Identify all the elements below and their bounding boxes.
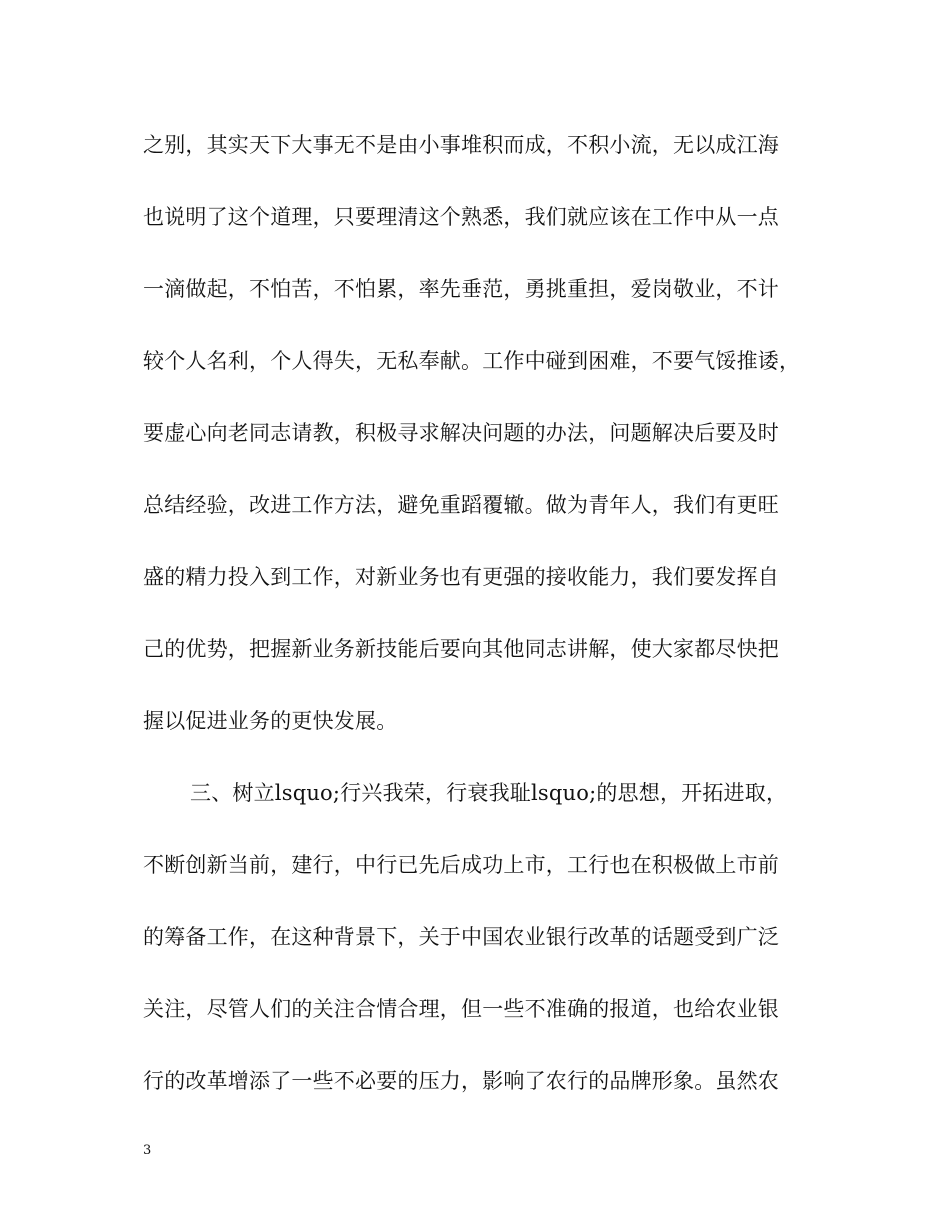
paragraph-line: 己的优势，把握新业务新技能后要向其他同志讲解，使大家都尽快把 xyxy=(143,637,779,661)
page-number: 3 xyxy=(143,1143,152,1158)
paragraph-line: 的筹备工作，在这种背景下，关于中国农业银行改革的话题受到广泛 xyxy=(143,925,779,949)
paragraph-line: 也说明了这个道理，只要理清这个熟悉，我们就应该在工作中从一点 xyxy=(143,205,779,229)
paragraph-line: 一滴做起，不怕苦，不怕累，率先垂范，勇挑重担，爱岗敬业，不计 xyxy=(143,277,779,301)
paragraph-line: 较个人名利，个人得失，无私奉献。工作中碰到困难，不要气馁推诿， xyxy=(143,349,801,373)
paragraph-line: 盛的精力投入到工作，对新业务也有更强的接收能力，我们要发挥自 xyxy=(143,565,779,589)
paragraph-line: 握以促进业务的更快发展。 xyxy=(143,709,398,733)
paragraph-line: 不断创新当前，建行，中行已先后成功上市，工行也在积极做上市前 xyxy=(143,853,779,877)
paragraph-line: 之别，其实天下大事无不是由小事堆积而成，不积小流，无以成江海 xyxy=(143,133,779,157)
section-heading-line: 三、树立lsquo;行兴我荣，行衰我耻lsquo;的思想，开拓进取， xyxy=(190,781,788,805)
paragraph-line: 关注，尽管人们的关注合情合理，但一些不准确的报道，也给农业银 xyxy=(143,997,779,1021)
paragraph-line: 要虚心向老同志请教，积极寻求解决问题的办法，问题解决后要及时 xyxy=(143,421,779,445)
paragraph-line: 行的改革增添了一些不必要的压力，影响了农行的品牌形象。虽然农 xyxy=(143,1069,779,1093)
paragraph-line: 总结经验，改进工作方法，避免重蹈覆辙。做为青年人，我们有更旺 xyxy=(143,493,779,517)
